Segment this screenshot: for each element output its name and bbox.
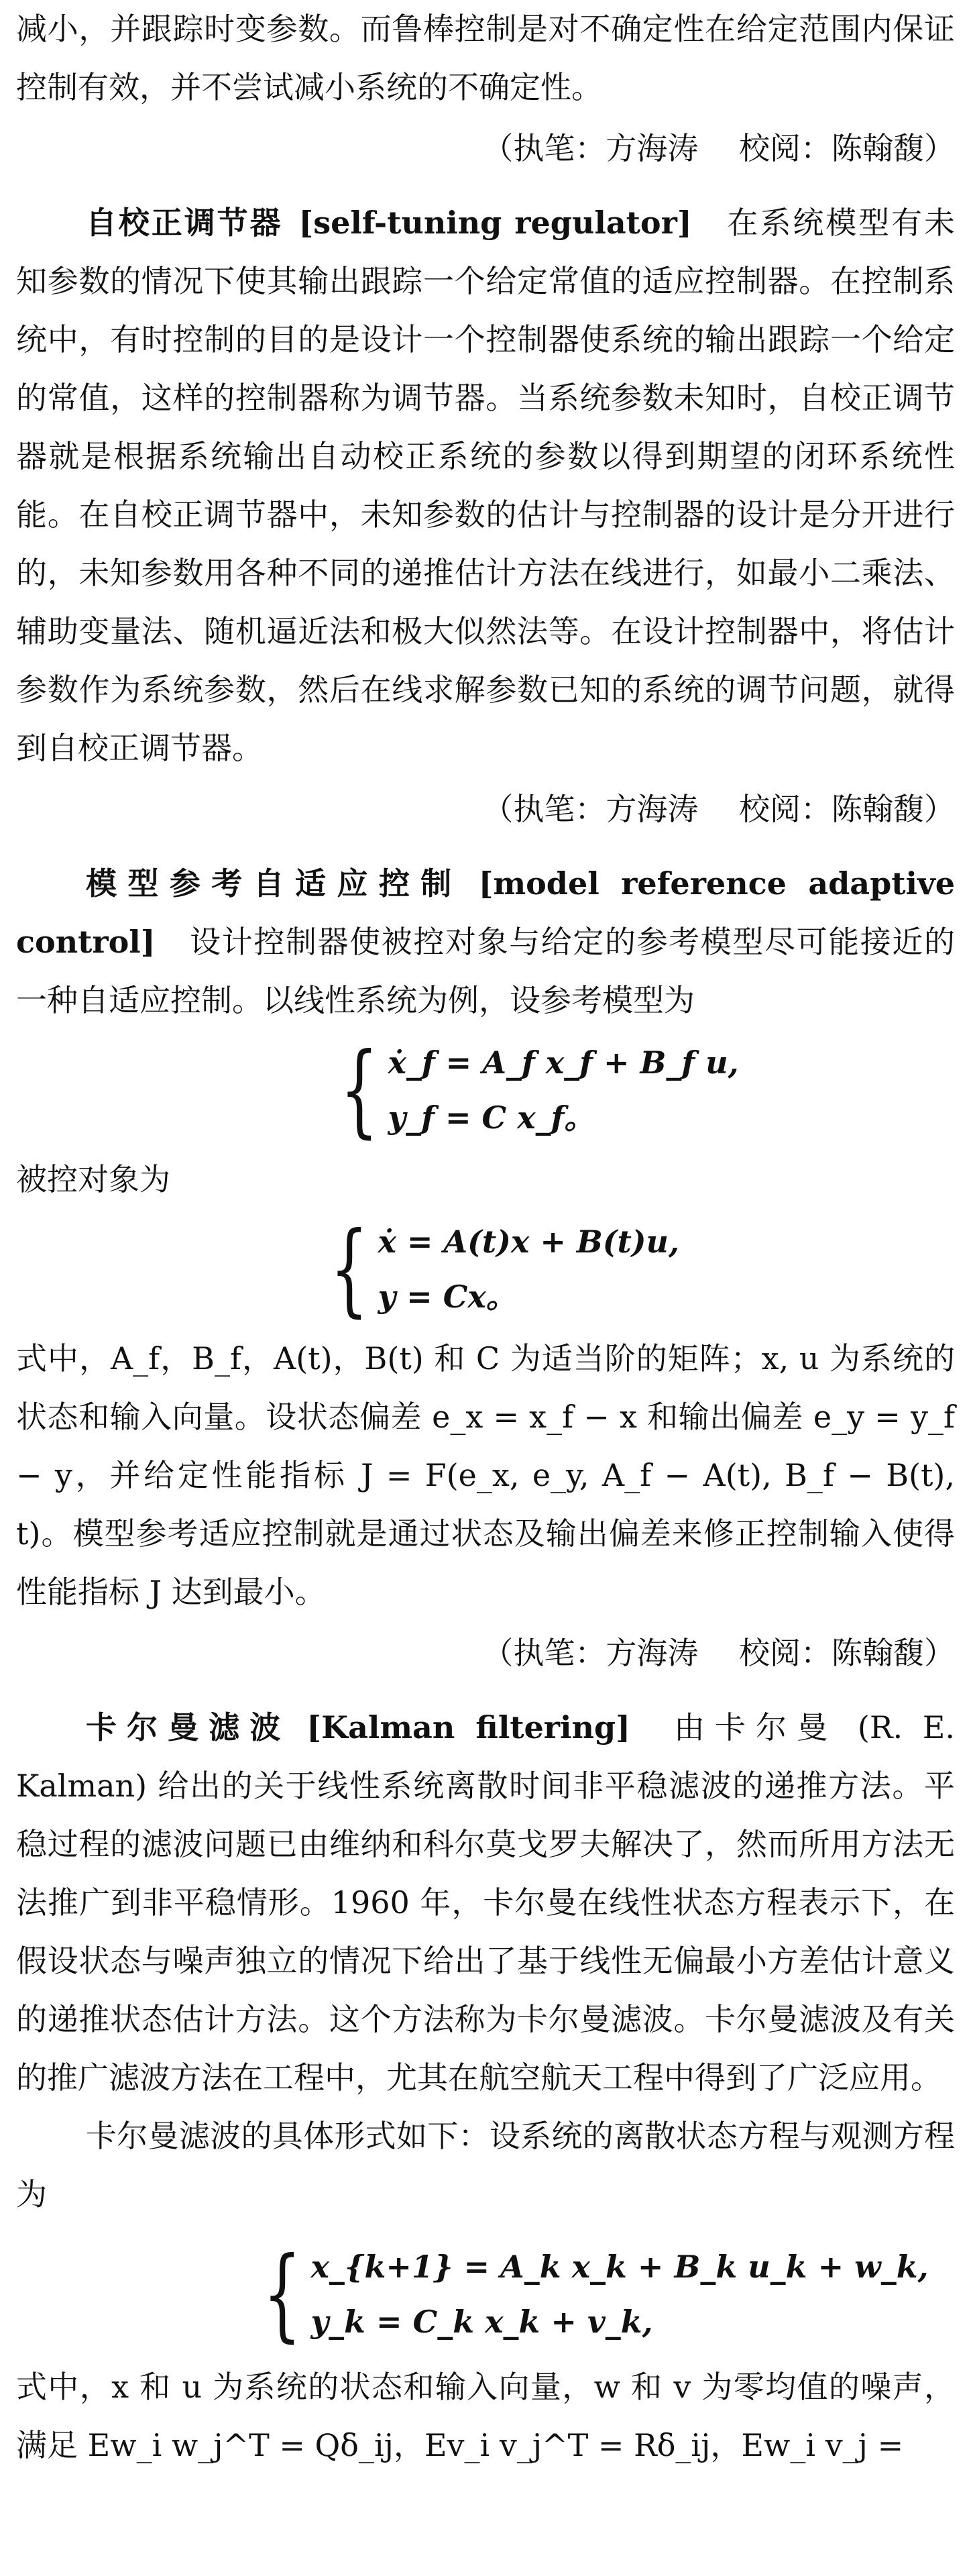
entry-model-reference-adaptive-control <box>16 855 955 1030</box>
entry-body: 由卡尔曼 (R. E. Kalman) 给出的关于线性系统离散时间非平稳滤波的递推方法。平稳过程的滤波问题已由维纳和科尔莫戈罗夫解决了，然而所用方法无法推广到非平稳情形。1960 年，卡尔曼在线性状态方程表示下，在假设状态与噪声独立的情况下给出了基于线性无偏最小方差估计意义的递推状态估计方法。这个方法称为卡尔曼滤波。卡尔曼滤波及有关的推广滤波方法在工程中，尤其在航空航天工程中得到了广泛应用。 <box>16 1709 956 2096</box>
equation-line: ẋ = A(t)x + B(t)u, <box>378 1224 680 1260</box>
entry-title: 模型参考自适应控制 <box>86 865 463 902</box>
entry-title: 卡尔曼滤波 <box>86 1709 291 1746</box>
equation-line: y_f = C x_f。 <box>388 1099 595 1136</box>
equation-line: y_k = C_k x_k + v_k, <box>310 2304 653 2340</box>
kalman-form-paragraph: 卡尔曼滤波的具体形式如下：设系统的离散状态方程与观测方程为 <box>16 2118 955 2212</box>
intro-paragraph: 减小，并跟踪时变参数。而鲁棒控制是对不确定性在给定范围内保证控制有效，并不尝试减小系统的不确定性。 <box>16 11 955 105</box>
mrac-explanation: 式中，A_f，B_f，A(t)，B(t) 和 C 为适当阶的矩阵；x, u 为系统的状态和输入向量。设状态偏差 e_x = x_f − x 和输出偏差 e_y = y_f − y，并给定性能指标 J = F(e_x, e_y, A_f − A(t), B_f − B(t), t)。模型参考适应控制就是通过状态及输出偏差来修正控制输入使得性能指标 J 达到最小。 <box>16 1340 955 1610</box>
kalman-explanation: 式中，x 和 u 为系统的状态和输入向量，w 和 v 为零均值的噪声，满足 Ew_i w_j^T = Qδ_ij，Ev_i v_j^T = Rδ_ij，Ew_i v_j = <box>16 2369 955 2463</box>
equation-line: y = Cx。 <box>378 1279 517 1315</box>
entry-self-tuning-regulator <box>16 194 955 777</box>
entry-english-term: [Kalman filtering] <box>306 1709 630 1746</box>
entry-body: 在系统模型有未知参数的情况下使其输出跟踪一个给定常值的适应控制器。在控制系统中，有时控制的目的是设计一个控制器使系统的输出跟踪一个给定的常值，这样的控制器称为调节器。当系统参数未知时，自校正调节器就是根据系统输出自动校正系统的参数以得到期望的闭环系统性能。在自校正调节器中，未知参数的估计与控制器的设计是分开进行的，未知参数用各种不同的递推估计方法在线进行，如最小二乘法、辅助变量法、随机逼近法和极大似然法等。在设计控制器中，将估计参数作为系统参数，然后在线求解参数已知的系统的调节问题，就得到自校正调节器。 <box>16 205 956 766</box>
equation-reference-model <box>315 1030 955 1150</box>
entry-english-term: [model reference adaptive control] <box>16 865 955 960</box>
plant-lead-text: 被控对象为 <box>16 1161 170 1197</box>
equation-brace: { <box>340 1032 379 1148</box>
mrac-signature: （执笔：方海涛 校阅：陈翰馥） <box>482 1635 955 1671</box>
entry-title: 自校正调节器 <box>86 205 283 241</box>
equation-kalman-system <box>237 2231 955 2358</box>
equation-plant <box>304 1209 955 1330</box>
equation-line: x_{k+1} = A_k x_k + B_k u_k + w_k, <box>310 2249 929 2285</box>
entry-kalman-filtering <box>16 1699 955 2107</box>
str-signature: （执笔：方海涛 校阅：陈翰馥） <box>482 791 955 827</box>
entry-english-term: [self-tuning regulator] <box>298 205 692 241</box>
equation-line: ẋ_f = A_f x_f + B_f u, <box>388 1044 739 1081</box>
equation-brace: { <box>330 1211 369 1328</box>
equation-brace: { <box>263 2236 302 2353</box>
intro-signature: （执笔：方海涛 校阅：陈翰馥） <box>482 130 955 166</box>
entry-body: 设计控制器使被控对象与给定的参考模型尽可能接近的一种自适应控制。以线性系统为例，设参考模型为 <box>16 924 955 1018</box>
